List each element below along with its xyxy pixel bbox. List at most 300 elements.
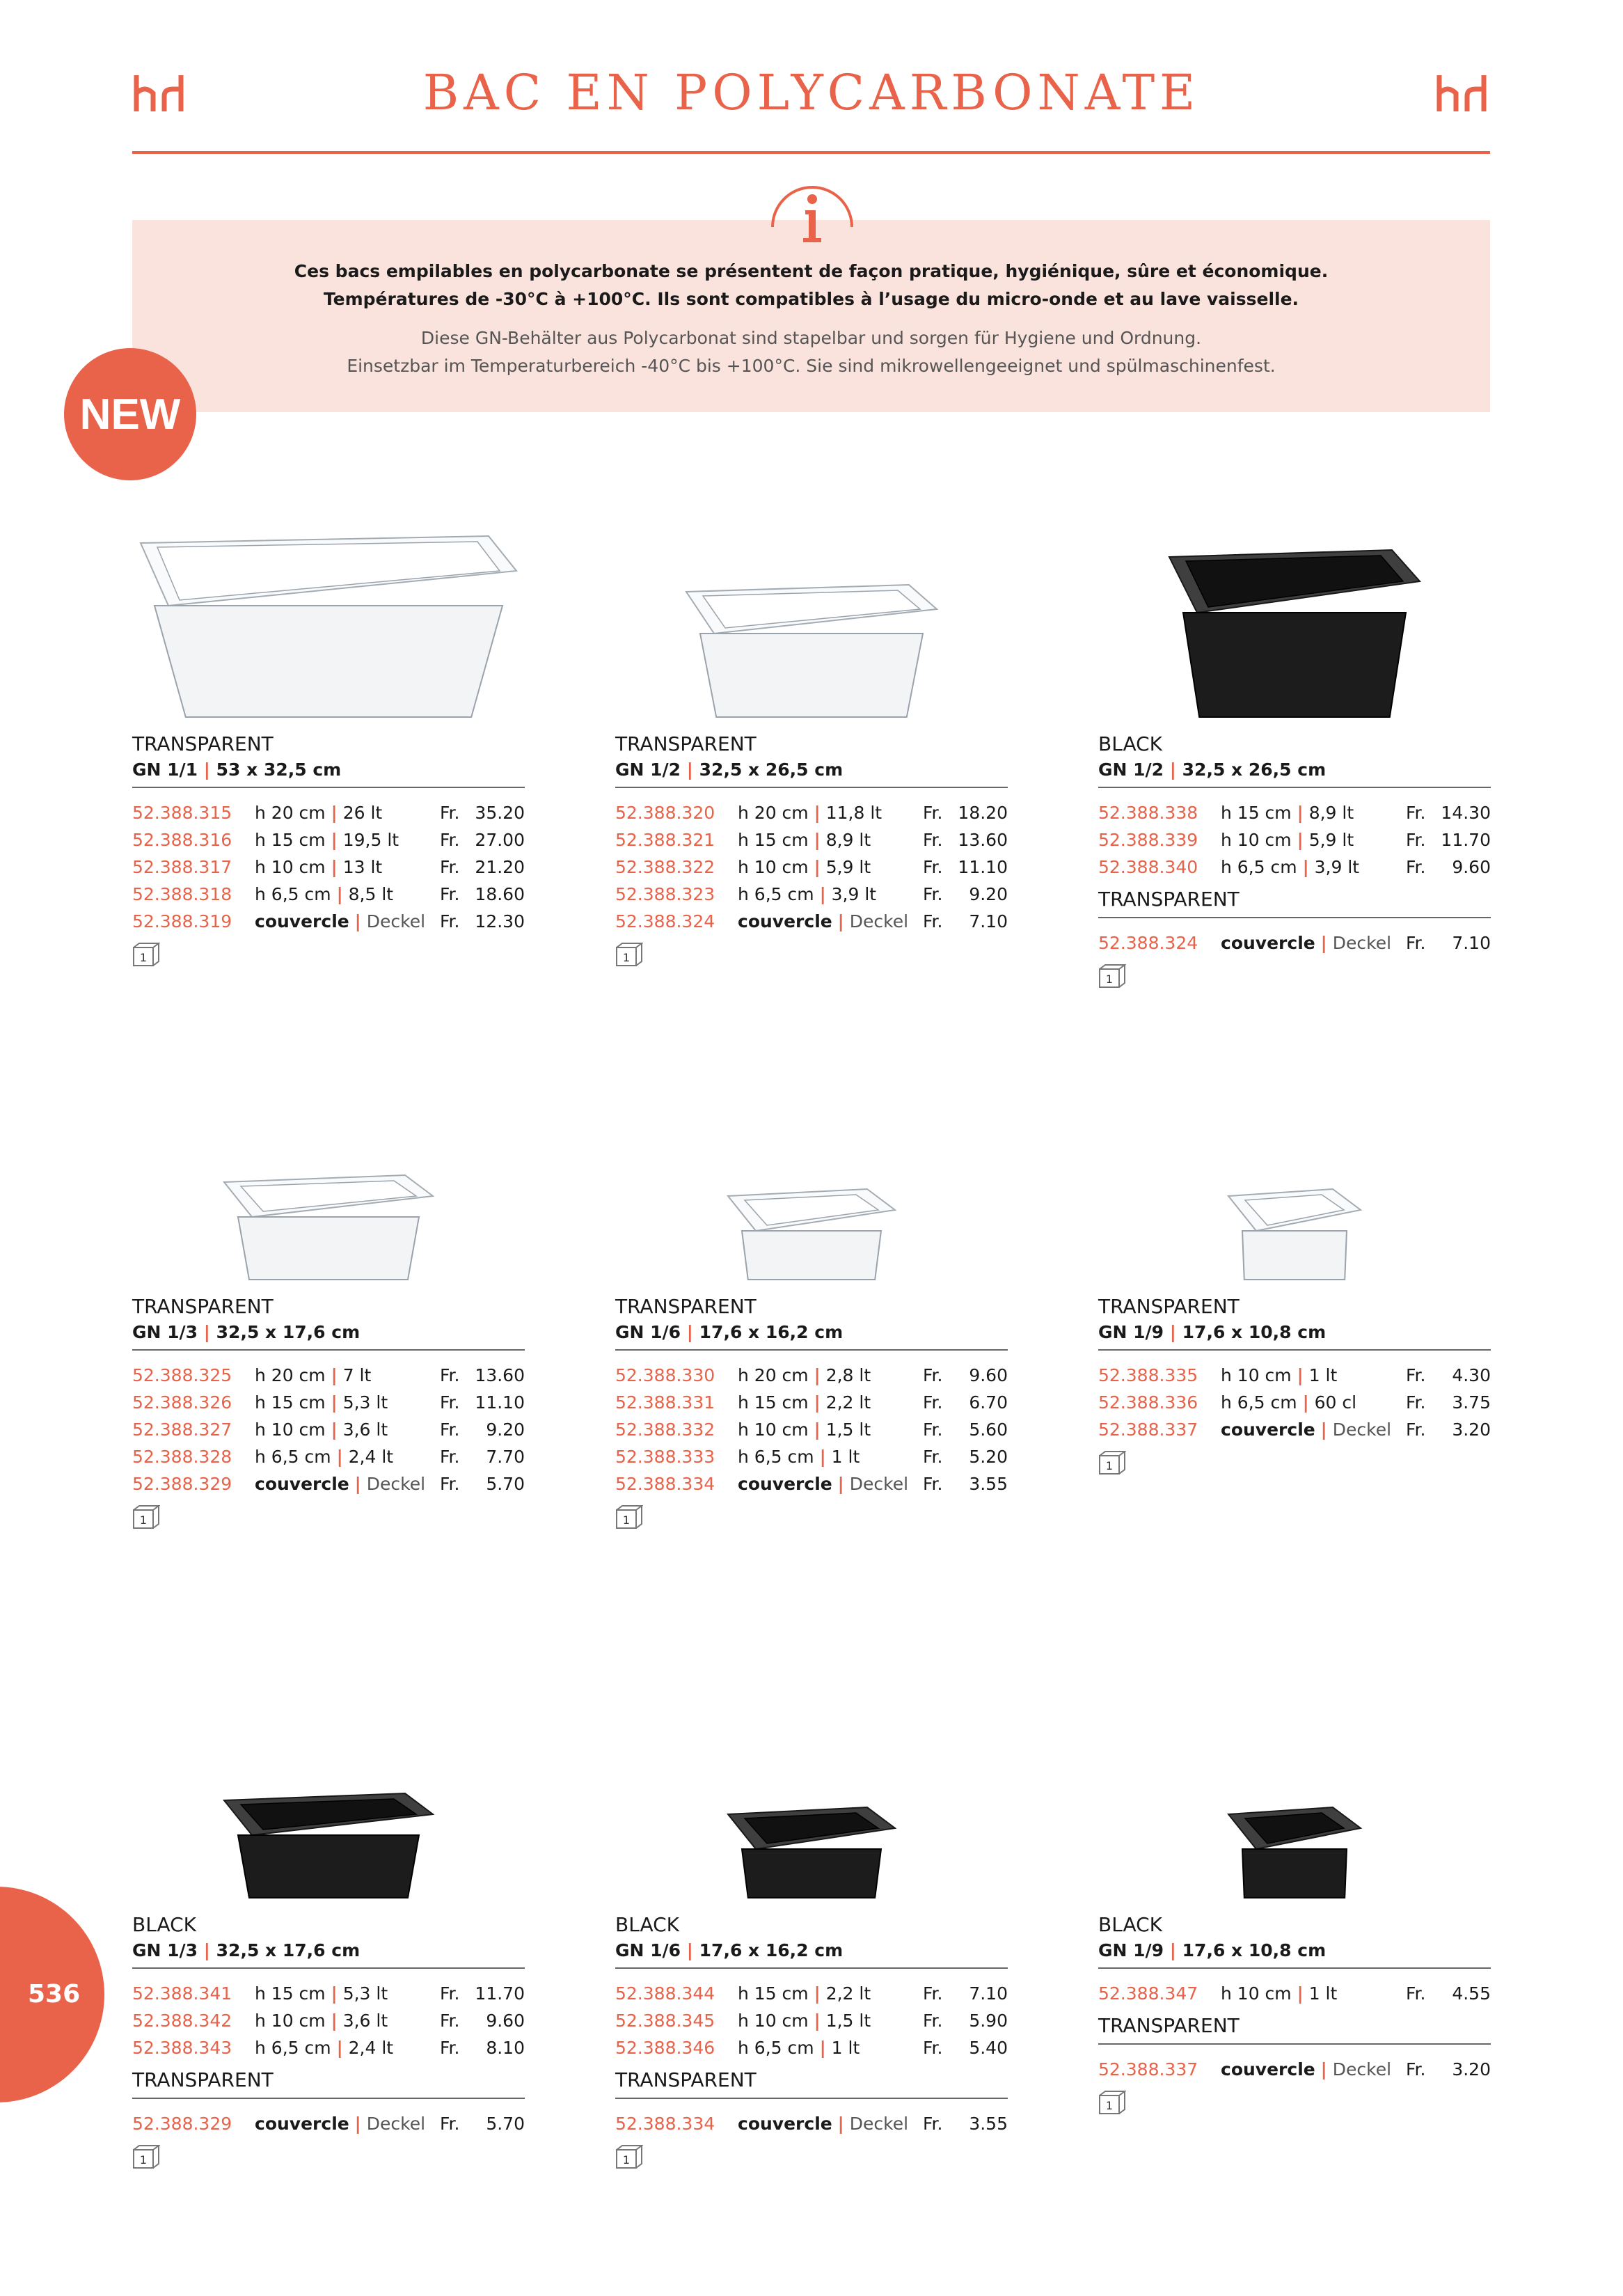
item-desc (255, 799, 382, 826)
lid-label-de: Deckel (366, 911, 426, 931)
item-code[interactable]: 52.388.319 (132, 911, 232, 931)
pack-quantity (615, 1504, 643, 1530)
lid-heading: TRANSPARENT (615, 2068, 757, 2091)
height-label: h 20 cm (255, 1365, 326, 1385)
item-desc (738, 908, 908, 935)
divider (615, 2098, 1008, 2099)
volume-label: 5,9 lt (1308, 830, 1354, 850)
item-desc (255, 1470, 425, 1497)
price: 11.10 (475, 1392, 525, 1413)
volume-label: 2,4 lt (348, 2038, 394, 2058)
dims-label: 32,5 x 17,6 cm (216, 1322, 361, 1342)
page-title: BAC EN POLYCARBONATE (422, 64, 1201, 121)
item-row (615, 826, 1008, 854)
currency: Fr. (923, 1474, 943, 1494)
item-code[interactable]: 52.388.339 (1098, 830, 1198, 850)
currency: Fr. (923, 2038, 943, 2058)
item-desc (738, 854, 871, 881)
item-row (615, 1443, 1008, 1470)
item-row (132, 799, 525, 826)
separator: | (331, 857, 338, 877)
height-label: h 15 cm (255, 830, 326, 850)
pack-count: 1 (622, 2153, 631, 2167)
price: 4.30 (1452, 1365, 1491, 1385)
gn-label: GN 1/2 (615, 760, 681, 780)
currency: Fr. (1406, 933, 1426, 953)
product-size (1098, 1938, 1491, 1963)
gn-label: GN 1/3 (132, 1940, 198, 1960)
item-code[interactable]: 52.388.344 (615, 1983, 715, 2004)
item-row (615, 854, 1008, 881)
volume-label: 2,8 lt (825, 1365, 871, 1385)
separator: | (354, 911, 361, 931)
item-desc (738, 881, 876, 908)
pack-count: 1 (1105, 1459, 1114, 1472)
item-desc (255, 2034, 393, 2061)
item-row (132, 854, 525, 881)
lid-label-de: Deckel (1332, 1420, 1392, 1440)
item-desc (738, 1389, 871, 1416)
height-label: h 10 cm (1221, 830, 1292, 850)
pack-count: 1 (1105, 2099, 1114, 2112)
item-code[interactable]: 52.388.324 (1098, 933, 1198, 953)
item-desc (1221, 826, 1354, 854)
price: 3.55 (969, 1474, 1008, 1494)
lid-row (615, 1470, 1008, 1497)
currency: Fr. (923, 803, 943, 823)
divider (1098, 917, 1491, 918)
product-size (615, 1320, 1008, 1345)
item-code[interactable]: 52.388.317 (132, 857, 232, 877)
currency: Fr. (440, 1447, 460, 1467)
item-desc (255, 881, 393, 908)
item-code[interactable]: 52.388.337 (1098, 1420, 1198, 1440)
product-card (615, 1710, 1008, 2169)
product-size (1098, 1320, 1491, 1345)
separator: | (819, 1447, 826, 1467)
volume-label: 26 lt (342, 803, 383, 823)
item-code[interactable]: 52.388.334 (615, 1474, 715, 1494)
currency: Fr. (923, 1447, 943, 1467)
lid-heading: TRANSPARENT (132, 2068, 274, 2091)
brand-logo-right (1435, 72, 1491, 114)
volume-label: 1 lt (1308, 1983, 1338, 2004)
item-row (1098, 1362, 1491, 1389)
product-card (132, 1092, 525, 1530)
item-code[interactable]: 52.388.338 (1098, 803, 1198, 823)
currency: Fr. (440, 2011, 460, 2031)
separator: | (837, 2114, 844, 2134)
item-desc (738, 799, 882, 826)
item-row (1098, 799, 1491, 826)
item-row (132, 2007, 525, 2034)
gn-label: GN 1/1 (132, 760, 198, 780)
price: 9.60 (1452, 857, 1491, 877)
pack-quantity (132, 942, 160, 967)
item-desc (1221, 799, 1354, 826)
item-row (132, 881, 525, 908)
price: 3.20 (1452, 1420, 1491, 1440)
height-label: h 20 cm (255, 803, 326, 823)
height-label: h 10 cm (1221, 1983, 1292, 2004)
lid-label-de: Deckel (1332, 933, 1392, 953)
divider (615, 787, 1008, 788)
currency: Fr. (440, 1392, 460, 1413)
box-icon (132, 942, 160, 967)
separator: | (331, 830, 338, 850)
item-code[interactable]: 52.388.318 (132, 884, 232, 904)
currency: Fr. (440, 803, 460, 823)
separator: | (336, 1447, 343, 1467)
item-code[interactable]: 52.388.333 (615, 1447, 715, 1467)
separator: | (1297, 1365, 1304, 1385)
lid-label: couvercle (1221, 2059, 1315, 2079)
currency: Fr. (923, 1420, 943, 1440)
height-label: h 6,5 cm (1221, 1392, 1297, 1413)
separator: | (819, 2038, 826, 2058)
item-code[interactable]: 52.388.330 (615, 1365, 715, 1385)
item-desc (738, 2110, 908, 2137)
currency: Fr. (1406, 1365, 1426, 1385)
product-size (1098, 757, 1491, 783)
item-code[interactable]: 52.388.342 (132, 2011, 232, 2031)
pan-image (615, 1710, 1008, 1912)
volume-label: 3,9 lt (1314, 857, 1360, 877)
price: 13.60 (958, 830, 1008, 850)
separator: | (331, 1365, 338, 1385)
item-desc (255, 1389, 388, 1416)
item-code[interactable]: 52.388.347 (1098, 1983, 1198, 2004)
divider (132, 2098, 525, 2099)
lid-label: couvercle (255, 2114, 349, 2134)
price: 3.75 (1452, 1392, 1491, 1413)
divider (1098, 787, 1491, 788)
separator: | (814, 857, 821, 877)
lid-label-de: Deckel (849, 1474, 909, 1494)
price: 21.20 (475, 857, 525, 877)
pan-image (132, 529, 525, 731)
item-code[interactable]: 52.388.316 (132, 830, 232, 850)
currency: Fr. (440, 2038, 460, 2058)
height-label: h 10 cm (738, 857, 809, 877)
height-label: h 15 cm (255, 1392, 326, 1413)
box-icon (615, 1504, 643, 1530)
product-image (615, 529, 1008, 731)
height-label: h 10 cm (255, 2011, 326, 2031)
separator: | (354, 2114, 361, 2134)
dims-label: 32,5 x 17,6 cm (216, 1940, 361, 1960)
item-desc (1221, 1980, 1337, 2007)
gn-label: GN 1/9 (1098, 1322, 1164, 1342)
item-desc (738, 1443, 860, 1470)
product-image (132, 1710, 525, 1912)
pack-count: 1 (139, 2153, 148, 2167)
item-row (615, 2034, 1008, 2061)
dims-label: 32,5 x 26,5 cm (1182, 760, 1327, 780)
price: 4.55 (1452, 1983, 1491, 2004)
item-code[interactable]: 52.388.325 (132, 1365, 232, 1385)
item-code[interactable]: 52.388.341 (132, 1983, 232, 2004)
item-code[interactable]: 52.388.337 (1098, 2059, 1198, 2079)
price: 18.60 (475, 884, 525, 904)
height-label: h 6,5 cm (738, 2038, 814, 2058)
pack-quantity (615, 2144, 643, 2169)
lid-label: couvercle (1221, 933, 1315, 953)
product-color: BLACK (615, 1913, 680, 1936)
item-row (132, 2034, 525, 2061)
item-row (615, 799, 1008, 826)
separator: | (1302, 1392, 1309, 1413)
item-code[interactable]: 52.388.340 (1098, 857, 1198, 877)
separator: | (1320, 1420, 1327, 1440)
item-code[interactable]: 52.388.336 (1098, 1392, 1198, 1413)
price: 7.10 (969, 911, 1008, 931)
info-text-de: Diese GN-Behälter aus Polycarbonat sind stapelbar und sorgen für Hygiene und Ordnung. Einsetzbar im Temperaturbereich -40°C bis +100°C. Sie sind mikrowellengeeignet und spülmaschinenfest. (347, 328, 1276, 376)
product-card (1098, 529, 1491, 989)
currency: Fr. (1406, 1392, 1426, 1413)
pan-image (1098, 1710, 1491, 1912)
item-desc (1221, 929, 1391, 957)
item-row (615, 2007, 1008, 2034)
item-code[interactable]: 52.388.315 (132, 803, 232, 823)
item-code[interactable]: 52.388.324 (615, 911, 715, 931)
item-code[interactable]: 52.388.345 (615, 2011, 715, 2031)
lid-row (615, 2110, 1008, 2137)
pan-image (615, 529, 1008, 731)
item-desc (1221, 1362, 1337, 1389)
item-row (132, 1416, 525, 1443)
product-image (1098, 529, 1491, 731)
pack-count: 1 (139, 951, 148, 964)
item-row (615, 1389, 1008, 1416)
height-label: h 10 cm (738, 1420, 809, 1440)
divider (132, 1349, 525, 1351)
height-label: h 10 cm (738, 2011, 809, 2031)
separator: | (686, 1322, 693, 1342)
lid-heading: TRANSPARENT (1098, 888, 1240, 911)
separator: | (331, 1420, 338, 1440)
product-image (615, 1092, 1008, 1294)
separator: | (336, 2038, 343, 2058)
price: 5.70 (486, 1474, 525, 1494)
lid-label: couvercle (738, 2114, 832, 2134)
lid-row (615, 908, 1008, 935)
divider (1098, 1967, 1491, 1969)
product-size (132, 1938, 525, 1963)
lid-label-de: Deckel (366, 1474, 426, 1494)
lid-row (132, 1470, 525, 1497)
lid-label: couvercle (738, 911, 832, 931)
product-card (132, 1710, 525, 2169)
item-row (615, 1416, 1008, 1443)
currency: Fr. (923, 2011, 943, 2031)
item-desc (1221, 1416, 1391, 1443)
currency: Fr. (440, 830, 460, 850)
separator: | (331, 1983, 338, 2004)
separator: | (331, 803, 338, 823)
separator: | (814, 2011, 821, 2031)
separator: | (814, 803, 821, 823)
currency: Fr. (440, 1474, 460, 1494)
box-icon (1098, 2090, 1126, 2115)
currency: Fr. (923, 2114, 943, 2134)
divider (1098, 2043, 1491, 2045)
separator: | (1169, 760, 1176, 780)
pack-quantity (132, 2144, 160, 2169)
separator: | (354, 1474, 361, 1494)
product-card (1098, 1710, 1491, 2115)
price: 5.40 (969, 2038, 1008, 2058)
item-code[interactable]: 52.388.343 (132, 2038, 232, 2058)
price: 35.20 (475, 803, 525, 823)
volume-label: 1,5 lt (825, 2011, 871, 2031)
volume-label: 2,2 lt (825, 1392, 871, 1413)
item-code[interactable]: 52.388.321 (615, 830, 715, 850)
box-icon (1098, 964, 1126, 989)
height-label: h 6,5 cm (255, 884, 331, 904)
currency: Fr. (440, 911, 460, 931)
volume-label: 3,6 lt (342, 2011, 388, 2031)
item-code[interactable]: 52.388.329 (132, 2114, 232, 2134)
volume-label: 19,5 lt (342, 830, 399, 850)
height-label: h 20 cm (738, 803, 809, 823)
item-code[interactable]: 52.388.346 (615, 2038, 715, 2058)
lid-label-de: Deckel (849, 2114, 909, 2134)
item-desc (255, 1980, 388, 2007)
separator: | (814, 830, 821, 850)
price: 9.20 (486, 1420, 525, 1440)
product-size (132, 757, 525, 783)
product-image (615, 1710, 1008, 1912)
item-code[interactable]: 52.388.323 (615, 884, 715, 904)
gn-label: GN 1/9 (1098, 1940, 1164, 1960)
height-label: h 15 cm (1221, 803, 1292, 823)
pan-image (615, 1092, 1008, 1294)
currency: Fr. (923, 1365, 943, 1385)
volume-label: 8,9 lt (825, 830, 871, 850)
gn-label: GN 1/2 (1098, 760, 1164, 780)
height-label: h 10 cm (255, 1420, 326, 1440)
price: 8.10 (486, 2038, 525, 2058)
price: 3.20 (1452, 2059, 1491, 2079)
divider (132, 1967, 525, 1969)
gn-label: GN 1/6 (615, 1940, 681, 1960)
price: 7.70 (486, 1447, 525, 1467)
volume-label: 1 lt (831, 2038, 860, 2058)
item-desc (738, 2034, 860, 2061)
price: 5.60 (969, 1420, 1008, 1440)
lid-label: couvercle (738, 1474, 832, 1494)
item-code[interactable]: 52.388.322 (615, 857, 715, 877)
volume-label: 2,2 lt (825, 1983, 871, 2004)
dims-label: 32,5 x 26,5 cm (699, 760, 844, 780)
volume-label: 13 lt (342, 857, 383, 877)
product-size (132, 1320, 525, 1345)
separator: | (1297, 803, 1304, 823)
lid-label-de: Deckel (366, 2114, 426, 2134)
item-code[interactable]: 52.388.334 (615, 2114, 715, 2134)
gn-label: GN 1/3 (132, 1322, 198, 1342)
currency: Fr. (1406, 1983, 1426, 2004)
box-icon (132, 1504, 160, 1530)
pan-image (1098, 1092, 1491, 1294)
lid-row (1098, 2056, 1491, 2083)
volume-label: 1 lt (1308, 1365, 1338, 1385)
currency: Fr. (440, 857, 460, 877)
separator: | (1297, 830, 1304, 850)
price: 5.90 (969, 2011, 1008, 2031)
lid-label-de: Deckel (849, 911, 909, 931)
currency: Fr. (440, 1365, 460, 1385)
product-color: BLACK (132, 1913, 197, 1936)
price: 12.30 (475, 911, 525, 931)
box-icon (132, 2144, 160, 2169)
item-code[interactable]: 52.388.320 (615, 803, 715, 823)
new-badge: NEW (64, 348, 196, 480)
height-label: h 15 cm (738, 830, 809, 850)
dims-label: 17,6 x 10,8 cm (1182, 1940, 1327, 1960)
height-label: h 10 cm (255, 857, 326, 877)
item-code[interactable]: 52.388.328 (132, 1447, 232, 1467)
height-label: h 6,5 cm (738, 1447, 814, 1467)
separator: | (837, 1474, 844, 1494)
item-row (132, 1980, 525, 2007)
volume-label: 60 cl (1314, 1392, 1357, 1413)
price: 27.00 (475, 830, 525, 850)
box-icon (1098, 1450, 1126, 1475)
separator: | (814, 1392, 821, 1413)
item-desc (738, 2007, 871, 2034)
info-icon (767, 180, 857, 249)
currency: Fr. (923, 857, 943, 877)
product-color: TRANSPARENT (615, 1295, 757, 1318)
pack-quantity (615, 942, 643, 967)
item-code[interactable]: 52.388.329 (132, 1474, 232, 1494)
height-label: h 10 cm (1221, 1365, 1292, 1385)
divider (615, 1349, 1008, 1351)
product-card (615, 529, 1008, 967)
product-size (615, 757, 1008, 783)
separator: | (1169, 1322, 1176, 1342)
item-code[interactable]: 52.388.331 (615, 1392, 715, 1413)
currency: Fr. (923, 911, 943, 931)
separator: | (203, 1322, 210, 1342)
item-desc (738, 826, 871, 854)
lid-row (1098, 1416, 1491, 1443)
item-code[interactable]: 52.388.326 (132, 1392, 232, 1413)
product-image (1098, 1092, 1491, 1294)
volume-label: 5,3 lt (342, 1983, 388, 2004)
item-code[interactable]: 52.388.327 (132, 1420, 232, 1440)
page-number-badge (0, 1887, 104, 2102)
pack-count: 1 (139, 1513, 148, 1527)
box-icon (615, 942, 643, 967)
price: 9.60 (486, 2011, 525, 2031)
price: 7.10 (1452, 933, 1491, 953)
volume-label: 8,5 lt (348, 884, 394, 904)
price: 9.20 (969, 884, 1008, 904)
currency: Fr. (1406, 830, 1426, 850)
item-code[interactable]: 52.388.335 (1098, 1365, 1198, 1385)
dims-label: 53 x 32,5 cm (216, 760, 342, 780)
item-row (132, 1443, 525, 1470)
price: 13.60 (475, 1365, 525, 1385)
page-number: 536 (28, 1980, 81, 2008)
price: 14.30 (1441, 803, 1491, 823)
pack-count: 1 (622, 1513, 631, 1527)
separator: | (686, 760, 693, 780)
item-code[interactable]: 52.388.332 (615, 1420, 715, 1440)
